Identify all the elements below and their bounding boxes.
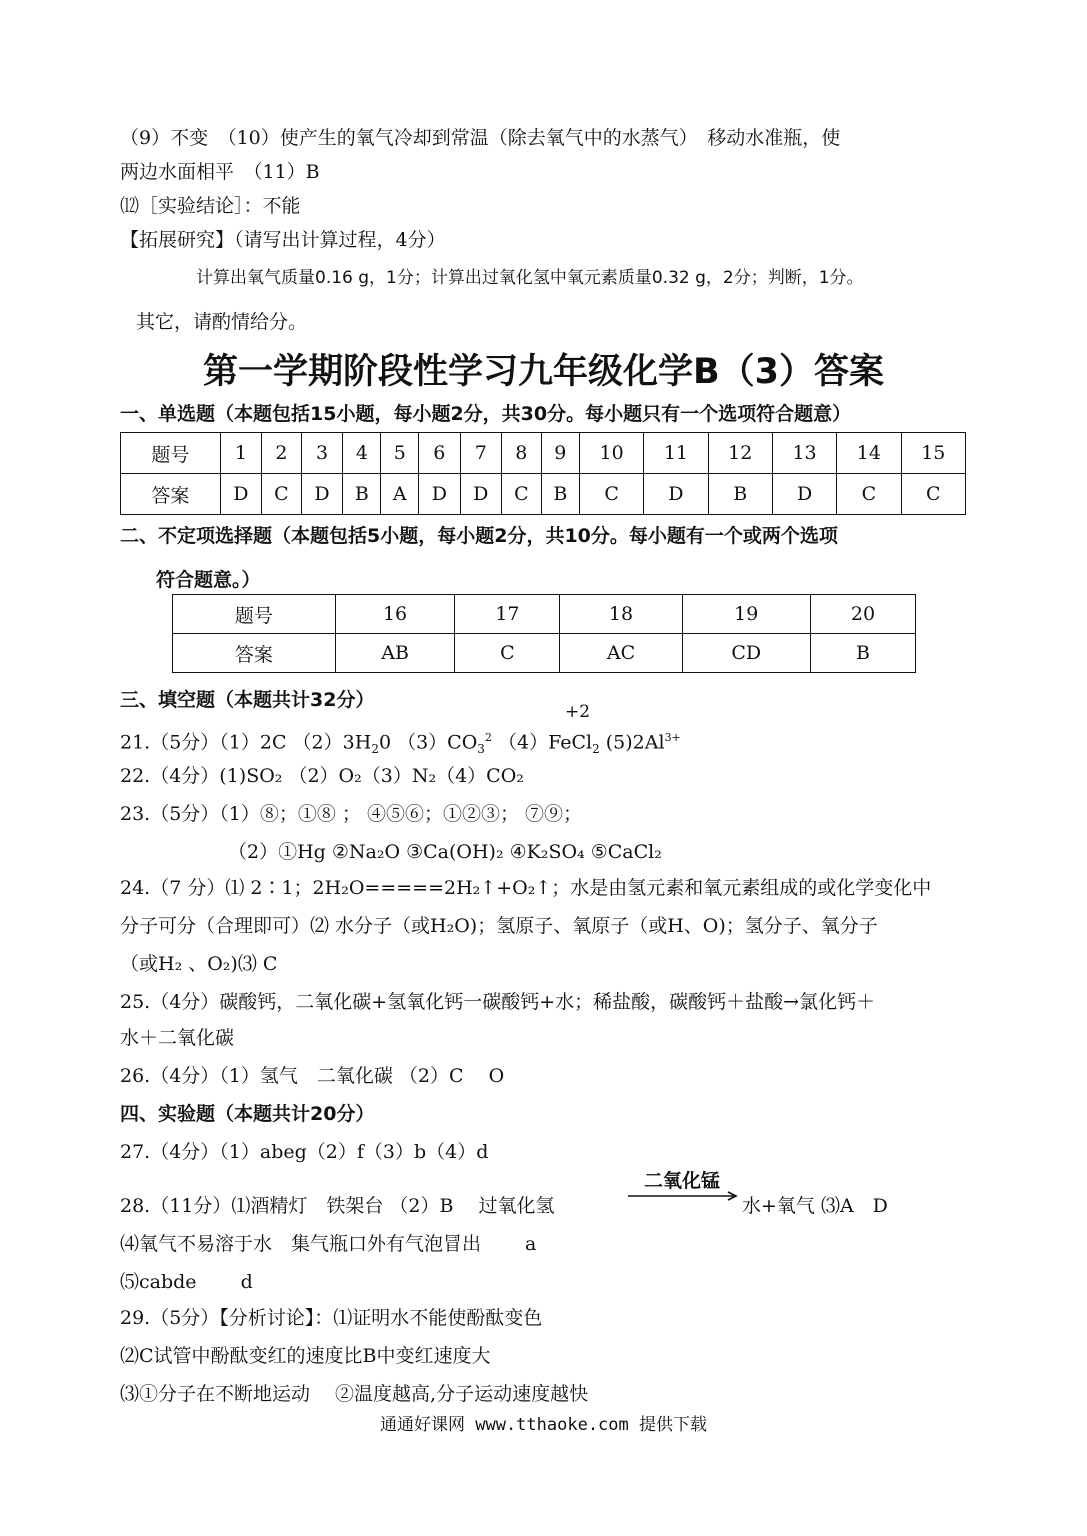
q25-line-b: 水＋二氧化碳 (120, 1027, 235, 1049)
reaction-arrow (628, 1166, 740, 1206)
question-number-cell: 4 (343, 433, 381, 474)
top-line-6: 其它，请酌情给分。 (136, 311, 308, 333)
answer-cell: CD (682, 634, 810, 673)
section-4-heading: 四、实验题（本题共计20分） (120, 1103, 375, 1125)
section-3-heading: 三、填空题（本题共计32分） (120, 689, 375, 711)
question-number-cell: 14 (837, 433, 901, 474)
row-label: 答案 (121, 474, 221, 515)
answer-cell: B (810, 634, 915, 673)
question-number-cell: 10 (579, 433, 643, 474)
q22-line: 22.（4分）(1)SO₂ （2）O₂（3）N₂（4）CO₂ (120, 765, 524, 787)
question-number-cell: 16 (335, 595, 455, 634)
question-number-cell: 9 (541, 433, 579, 474)
question-number-cell: 11 (644, 433, 708, 474)
answer-cell: AC (560, 634, 682, 673)
answer-cell: D (460, 474, 501, 515)
question-number-cell: 19 (682, 595, 810, 634)
question-number-cell: 18 (560, 595, 682, 634)
q29-line-a: 29.（5分）【分析讨论】：⑴证明水不能使酚酞变色 (120, 1307, 543, 1329)
table-row-answers (173, 634, 916, 673)
answer-table-1 (120, 432, 966, 515)
q27-line: 27.（4分）（1）abeg（2）f（3）b（4）d (120, 1141, 489, 1163)
q24-line-a: 24.（7 分）⑴ 2∶1；2H₂O=====2H₂↑+O₂↑；水是由氢元素和氧元素组成的或化学变化中 (120, 877, 932, 899)
row-label: 题号 (121, 433, 221, 474)
answer-cell: B (343, 474, 381, 515)
q29-line-c: ⑶①分子在不断地运动 ②温度越高,分子运动速度越快 (120, 1383, 589, 1405)
q23-line-a: 23.（5分）（1）⑧；①⑧ ； ④⑤⑥；①②③； ⑦⑨； (120, 803, 583, 825)
table-row-numbers (121, 433, 966, 474)
section-2-heading-b: 符合题意。） (156, 569, 261, 591)
table-row-answers (121, 474, 966, 515)
answer-cell: A (381, 474, 419, 515)
page-title: 第一学期阶段性学习九年级化学B（3）答案 (202, 352, 885, 392)
question-number-cell: 2 (262, 433, 302, 474)
answer-cell: C (901, 474, 965, 515)
footer-credit: 通通好课网 www.tthaoke.com 提供下载 (380, 1415, 707, 1435)
answer-cell: B (541, 474, 579, 515)
top-line-5: 计算出氧气质量0.16 g，1分；计算出过氧化氢中氧元素质量0.32 g，2分；判断，1分。 (196, 268, 864, 288)
section-2-heading-a: 二、不定项选择题（本题包括5小题，每小题2分，共10分。每小题有一个或两个选项 (120, 525, 838, 547)
answer-cell: D (419, 474, 460, 515)
answer-cell: D (772, 474, 836, 515)
question-number-cell: 8 (502, 433, 542, 474)
q21-line: 21.（5分）（1）2C $(2)3H_20$ $(3)CO_3^2$ （4）FeCl$_2$ $(5)2Al^{3+}$ (120, 731, 681, 757)
q24-line-b: 分子可分（合理即可）⑵ 水分子（或H₂O)；氢原子、氧原子（或H、O)；氢分子、氧分子 (120, 915, 878, 937)
q29-line-b: ⑵C试管中酚酞变红的速度比B中变红速度大 (120, 1345, 491, 1367)
answer-cell: C (455, 634, 560, 673)
question-number-cell: 15 (901, 433, 965, 474)
valence-annotation: +2 (565, 702, 591, 722)
question-number-cell: 6 (419, 433, 460, 474)
q24-line-c: （或H₂ 、O₂)⑶ C (120, 953, 278, 975)
top-line-2: 两边水面相平 （11）B (120, 161, 320, 183)
q28-line-a-end: 水+氧气 ⑶A D (742, 1195, 888, 1217)
q26-line: 26.（4分）（1）氢气 二氧化碳 （2）C O (120, 1065, 505, 1087)
answer-cell: B (708, 474, 772, 515)
question-number-cell: 20 (810, 595, 915, 634)
question-number-cell: 1 (220, 433, 261, 474)
q28-line-a: 28.（11分）⑴酒精灯 铁架台 （2）B 过氧化氢 (120, 1195, 555, 1217)
answer-cell: D (220, 474, 261, 515)
answer-cell: C (262, 474, 302, 515)
top-line-1: （9）不变 （10）使产生的氧气冷却到常温（除去氧气中的水蒸气） 移动水准瓶，使 (120, 127, 841, 149)
q23-line-b: （2）①Hg ②Na₂O ③Ca(OH)₂ ④K₂SO₄ ⑤CaCl₂ (228, 841, 662, 863)
top-line-4: 【拓展研究】（请写出计算过程，4分） (120, 229, 446, 251)
question-number-cell: 3 (301, 433, 342, 474)
q21-part-a: 21.（5分）（1）2C （2）3H (120, 731, 372, 754)
question-number-cell: 5 (381, 433, 419, 474)
answer-cell: C (837, 474, 901, 515)
question-number-cell: 13 (772, 433, 836, 474)
q21-part-c: （4）FeCl (497, 731, 593, 754)
answer-table-2 (172, 594, 916, 673)
q28-line-c: ⑸cabde d (120, 1271, 253, 1293)
answer-cell: C (579, 474, 643, 515)
table-row-numbers (173, 595, 916, 634)
top-line-3: ⑿［实验结论］：不能 (120, 195, 301, 217)
catalyst-label: 二氧化锰 (644, 1170, 721, 1192)
answer-cell: AB (335, 634, 455, 673)
row-label: 题号 (173, 595, 336, 634)
question-number-cell: 7 (460, 433, 501, 474)
row-label: 答案 (173, 634, 336, 673)
q25-line-a: 25.（4分）碳酸钙，二氧化碳+氢氧化钙一碳酸钙+水；稀盐酸，碳酸钙＋盐酸→氯化钙＋ (120, 991, 876, 1013)
section-1-heading: 一、单选题（本题包括15小题，每小题2分，共30分。每小题只有一个选项符合题意） (120, 403, 852, 425)
question-number-cell: 12 (708, 433, 772, 474)
q21-part-b: 0 （3）CO (378, 731, 478, 754)
arrow-icon (628, 1166, 740, 1206)
q21-part-d: (5)2Al (599, 731, 665, 754)
answer-cell: D (301, 474, 342, 515)
answer-cell: C (502, 474, 542, 515)
question-number-cell: 17 (455, 595, 560, 634)
q28-line-b: ⑷氧气不易溶于水 集气瓶口外有气泡冒出 a (120, 1233, 537, 1255)
answer-cell: D (644, 474, 708, 515)
